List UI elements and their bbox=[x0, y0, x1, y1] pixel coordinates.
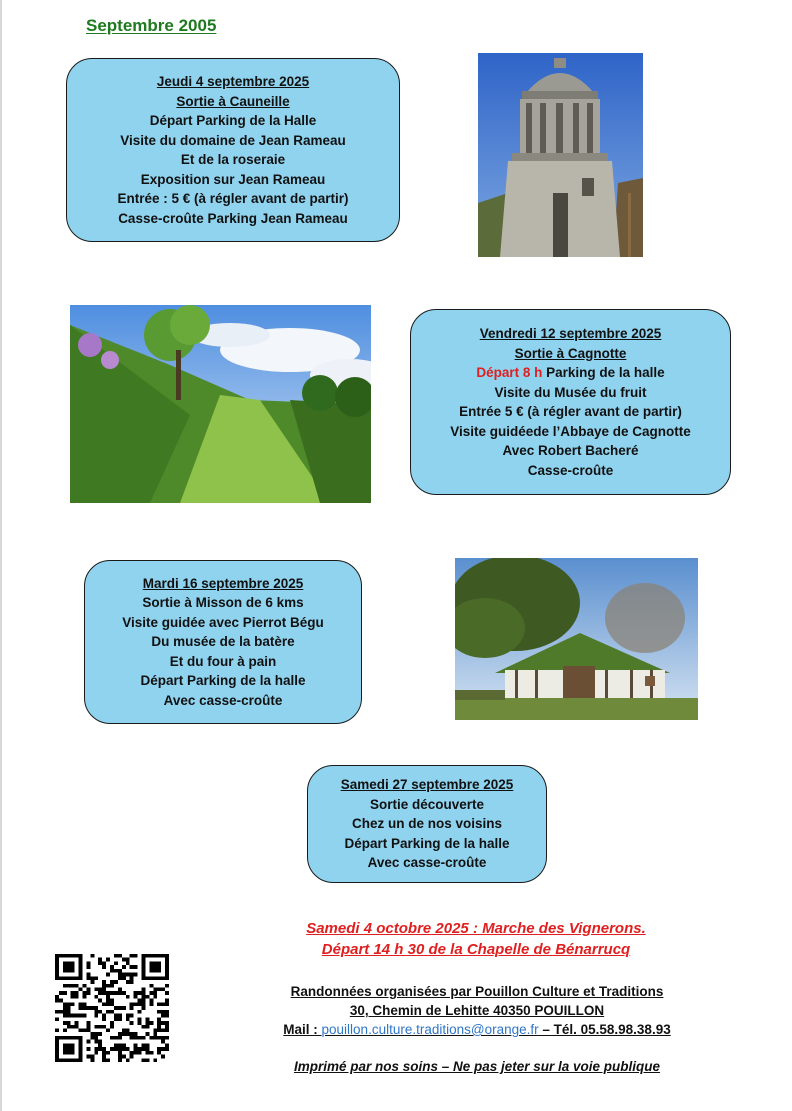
event-card-cauneille bbox=[66, 58, 400, 242]
event-line: Avec Robert Bacheré bbox=[502, 443, 639, 458]
event-date: Samedi 27 septembre 2025 bbox=[340, 777, 514, 793]
october-announcement bbox=[220, 918, 732, 960]
event-date: Jeudi 4 septembre 2025 bbox=[156, 74, 310, 89]
event-date: Vendredi 12 septembre 2025 bbox=[479, 326, 662, 341]
organizer-info bbox=[230, 982, 724, 1039]
qr-finder bbox=[141, 954, 169, 980]
event-line: Visite guidée avec Pierrot Bégu bbox=[122, 614, 324, 630]
footer-note: Imprimé par nos soins – Ne pas jeter sur la voie publique bbox=[293, 1059, 661, 1074]
event-line: Et du four à pain bbox=[169, 653, 277, 669]
event-title: Sortie à Cagnotte bbox=[514, 345, 627, 361]
event-card-decouverte bbox=[307, 765, 547, 883]
email-link[interactable]: pouillon.culture.traditions@orange.fr bbox=[321, 1022, 539, 1037]
phone-number: – Tél. 05.58.98.38.93 bbox=[538, 1022, 671, 1037]
event-line: Exposition sur Jean Rameau bbox=[140, 171, 326, 187]
qr-finder bbox=[55, 1036, 83, 1062]
event-card-misson bbox=[84, 560, 362, 724]
event-card-cagnotte bbox=[410, 309, 731, 495]
event-line: Chez un de nos voisins bbox=[351, 816, 503, 832]
event-line: Du musée de la batère bbox=[151, 634, 295, 650]
contact-line bbox=[230, 1020, 724, 1039]
tower-photo bbox=[478, 53, 643, 257]
event-line: Visite du domaine de Jean Rameau bbox=[120, 132, 346, 148]
event-date: Mardi 16 septembre 2025 bbox=[142, 575, 304, 591]
event-line: Casse-croûte bbox=[527, 462, 614, 478]
event-line bbox=[411, 363, 730, 383]
farmhouse-photo bbox=[455, 558, 698, 720]
event-line: Entrée 5 € (à régler avant de partir) bbox=[459, 404, 682, 419]
event-line: Sortie découverte bbox=[369, 796, 485, 812]
event-line: Entrée : 5 € (à régler avant de partir) bbox=[117, 191, 349, 206]
departure-place: Parking de la halle bbox=[542, 365, 665, 380]
departure-time: Départ 8 h bbox=[476, 365, 543, 380]
mail-label: Mail : bbox=[283, 1022, 322, 1037]
event-title: Sortie à Cauneille bbox=[176, 93, 290, 109]
event-line: Visite du Musée du fruit bbox=[494, 384, 647, 400]
event-line: Départ Parking de la halle bbox=[140, 673, 306, 689]
organizer-address: 30, Chemin de Lehitte 40350 POUILLON bbox=[349, 1003, 605, 1018]
qr-finder bbox=[55, 954, 83, 980]
event-line: Avec casse-croûte bbox=[367, 855, 487, 871]
event-line: Et de la roseraie bbox=[180, 152, 286, 167]
event-line: Sortie à Misson de 6 kms bbox=[142, 595, 304, 611]
page-title: Septembre 2005 bbox=[86, 16, 217, 35]
organizer-line-1: Randonnées organisées par Pouillon Culture et Traditions bbox=[290, 984, 664, 999]
page-edge bbox=[0, 0, 2, 1111]
event-line: Départ Parking de la Halle bbox=[149, 113, 317, 128]
qr-code bbox=[55, 954, 169, 1062]
event-line: Avec casse-croûte bbox=[163, 692, 283, 708]
announcement-line-2: Départ 14 h 30 de la Chapelle de Bénarrucq bbox=[321, 941, 631, 958]
event-line: Visite guidéede l’Abbaye de Cagnotte bbox=[450, 423, 691, 439]
event-line: Casse-croûte Parking Jean Rameau bbox=[118, 210, 348, 226]
announcement-line-1: Samedi 4 octobre 2025 : Marche des Vignerons. bbox=[306, 920, 646, 937]
event-line: Départ Parking de la halle bbox=[344, 835, 510, 851]
grassy-path-photo bbox=[70, 305, 371, 503]
